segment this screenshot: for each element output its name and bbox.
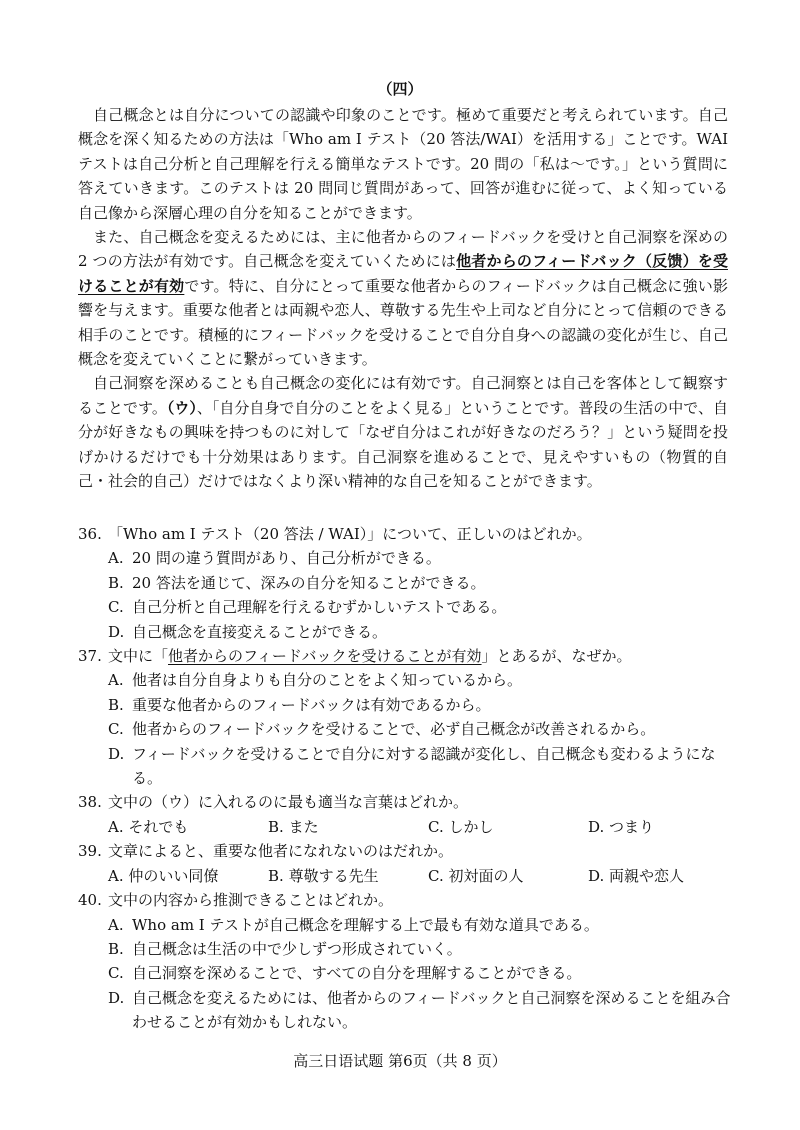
option-38-c[interactable] bbox=[428, 815, 588, 839]
option-37-c[interactable] bbox=[108, 717, 738, 741]
question-number: 37. bbox=[78, 647, 102, 666]
paragraph-2-text-a: また、自己概念を変えるためには、主に他者からのフィードバックを受けと自己洞察を深めの 2 つの方法が有効です。自己概念を変えていくためには bbox=[78, 228, 728, 271]
option-39-c[interactable] bbox=[428, 864, 588, 888]
option-label: D. bbox=[588, 866, 605, 885]
question-36 bbox=[78, 522, 738, 546]
option-text: それでも bbox=[128, 817, 189, 836]
option-label: A. bbox=[108, 866, 124, 885]
option-text: フィードバックを受けることで自分に対する認識が変化し、自己概念も変わるようになる。 bbox=[132, 744, 716, 788]
option-label: C. bbox=[428, 817, 444, 836]
option-label: B. bbox=[268, 817, 284, 836]
question-37 bbox=[78, 644, 738, 668]
option-text: 他者は自分自身よりも自分のことをよく知っているから。 bbox=[132, 671, 523, 690]
blank-marker: （ウ） bbox=[166, 398, 197, 417]
option-40-b[interactable] bbox=[108, 937, 738, 961]
option-36-d[interactable] bbox=[108, 620, 738, 644]
option-text: 自己概念を変えるためには、他者からのフィードバックと自己洞察を深めることを組み合わせることが有効かもしれない。 bbox=[132, 988, 731, 1032]
option-text: 他者からのフィードバックを受けることで、必ず自己概念が改善されるから。 bbox=[132, 720, 656, 739]
underlined-phrase: 他者からのフィードバック（反馈）を受けることが有効 bbox=[78, 252, 728, 295]
option-label: B. bbox=[268, 866, 284, 885]
question-number: 36. bbox=[78, 525, 102, 543]
option-label: A. bbox=[108, 915, 124, 934]
question-text-b: 」とあるが、なぜか。 bbox=[481, 647, 632, 666]
option-text: 尊敬する先生 bbox=[288, 866, 379, 885]
paragraph-3-text-a: 自己洞察を深めることも自己概念の変化には有効です。自己洞察とは自己を客体として観察することです。 bbox=[78, 374, 728, 417]
question-number: 40. bbox=[78, 891, 102, 910]
option-text: 自己概念を直接変えることができる。 bbox=[132, 622, 388, 641]
option-37-b[interactable] bbox=[108, 693, 738, 717]
question-number: 39. bbox=[78, 842, 102, 861]
option-label: D. bbox=[108, 988, 125, 1007]
option-label: A. bbox=[108, 671, 124, 690]
question-40 bbox=[78, 888, 738, 912]
passage-paragraph-2 bbox=[78, 225, 728, 371]
option-label: B. bbox=[108, 573, 124, 592]
option-label: B. bbox=[108, 695, 124, 714]
option-37-d[interactable] bbox=[108, 742, 738, 791]
option-text: つまり bbox=[609, 817, 655, 836]
option-39-b[interactable] bbox=[268, 864, 428, 888]
option-text: 初対面の人 bbox=[448, 866, 524, 885]
option-39-d[interactable] bbox=[588, 864, 748, 888]
section-title: （四） bbox=[377, 80, 423, 98]
question-list bbox=[78, 522, 738, 1035]
option-text: また bbox=[288, 817, 319, 836]
option-text: 仲のいい同僚 bbox=[128, 866, 219, 885]
option-text: 両親や恋人 bbox=[609, 866, 685, 885]
option-label: A. bbox=[108, 549, 124, 568]
option-label: B. bbox=[108, 939, 124, 958]
reading-passage bbox=[78, 103, 728, 494]
option-label: A. bbox=[108, 817, 124, 836]
option-label: D. bbox=[108, 744, 125, 763]
option-text: 20 答法を通じて、深みの自分を知ることができる。 bbox=[132, 573, 486, 592]
question-text: 文中の内容から推測できることはどれか。 bbox=[108, 891, 394, 910]
option-38-a[interactable] bbox=[108, 815, 268, 839]
option-text: 20 問の違う質問があり、自己分析ができる。 bbox=[132, 549, 441, 568]
passage-paragraph-3 bbox=[78, 371, 728, 493]
option-36-b[interactable] bbox=[108, 571, 738, 595]
paragraph-3-text-b: 、「自分自身で自分のことをよく見る」ということです。普段の生活の中で、自分が好きなもの興味を持つものに対して「なぜ自分はこれが好きなのだろう？」という疑問を投げかけるだけでも十分効果はあります。自己洞察を進めることで、見えやすいもの（物質的自己・社会的自己）だけではなくより深い精神的な自己を知ることができます。 bbox=[78, 398, 728, 491]
option-text: 重要な他者からのフィードバックは有効であるから。 bbox=[132, 695, 491, 714]
question-text bbox=[108, 644, 738, 668]
option-label: C. bbox=[108, 598, 124, 617]
option-text: 自己概念は生活の中で少しずつ形成されていく。 bbox=[132, 939, 462, 958]
question-text: 文章によると、重要な他者になれないのはだれか。 bbox=[108, 842, 454, 861]
option-38-b[interactable] bbox=[268, 815, 428, 839]
option-39-a[interactable] bbox=[108, 864, 268, 888]
question-number: 38. bbox=[78, 793, 102, 812]
question-text-a: 文中に「 bbox=[108, 647, 169, 666]
option-text: 自己分析と自己理解を行えるむずかしいテストである。 bbox=[132, 598, 507, 617]
question-38 bbox=[78, 790, 738, 814]
page-footer: 高三日语试题 第6页（共 8 页） bbox=[293, 1052, 507, 1070]
question-underlined-phrase: 他者からのフィードバックを受けることが有効 bbox=[168, 647, 482, 666]
options-39 bbox=[108, 864, 738, 888]
passage-paragraph-1: 自己概念とは自分についての認識や印象のことです。極めて重要だと考えられています。自己概念を深く知るための方法は「Who am I テスト（20 答法/WAI）を活用する」ことです。WAI テストは自己分析と自己理解を行える簡単なテストです。20 問の「私は～です。」という質問に答えていきます。このテストは 20 問同じ質問があって、回答が進むに従って、よく知っている自己像から深層心理の自分を知ることができます。 bbox=[78, 106, 728, 222]
option-38-d[interactable] bbox=[588, 815, 748, 839]
option-36-c[interactable] bbox=[108, 595, 738, 619]
option-text: Who am I テストが自己概念を理解する上で最も有効な道具である。 bbox=[132, 915, 599, 934]
question-39 bbox=[78, 839, 738, 863]
option-label: C. bbox=[108, 720, 124, 739]
option-40-a[interactable] bbox=[108, 913, 738, 937]
option-text: しかし bbox=[448, 817, 494, 836]
option-label: D. bbox=[108, 622, 125, 641]
options-38 bbox=[108, 815, 738, 839]
question-text: 「Who am I テスト（20 答法 / WAI）」について、正しいのはどれか。 bbox=[108, 525, 592, 543]
option-text: 自己洞察を深めることで、すべての自分を理解することができる。 bbox=[132, 964, 582, 983]
option-40-d[interactable] bbox=[108, 986, 738, 1035]
option-36-a[interactable] bbox=[108, 546, 738, 570]
option-label: D. bbox=[588, 817, 605, 836]
question-text: 文中の（ウ）に入れるのに最も適当な言葉はどれか。 bbox=[108, 793, 469, 812]
option-label: C. bbox=[108, 964, 124, 983]
option-40-c[interactable] bbox=[108, 961, 738, 985]
option-label: C. bbox=[428, 866, 444, 885]
option-37-a[interactable] bbox=[108, 668, 738, 692]
paragraph-2-text-b: です。特に、自分にとって重要な他者からのフィードバックは自己概念に強い影響を与えます。重要な他者とは両親や恋人、尊敬する先生や上司など自分にとって信頼のできる相手のことです。積極的にフィードバックを受けることで自分自身への認識の変化が生じ、自己概念を変えていくことに繋がっていきます。 bbox=[78, 276, 728, 369]
